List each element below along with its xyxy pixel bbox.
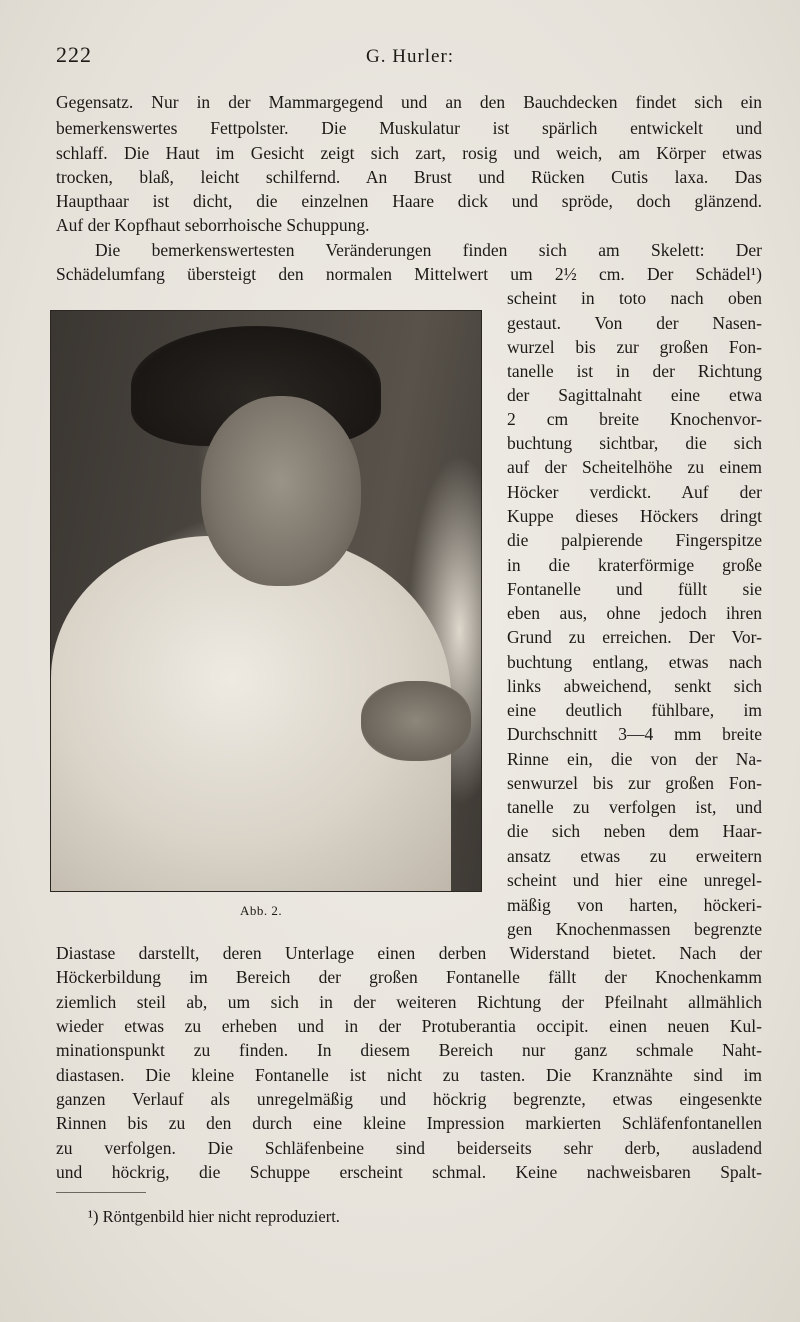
text-line: Diastase darstellt, deren Unterlage einen derben Widerstand bietet. Nach der [56, 943, 762, 963]
running-head-author: G. Hurler: [366, 46, 455, 67]
photo-hand [361, 681, 471, 761]
text-line: eben aus, ohne jedoch ihren [507, 603, 762, 623]
running-head [56, 42, 761, 76]
footnote-rule [56, 1192, 146, 1193]
text-line: minationspunkt zu finden. In diesem Bereich nur ganz schmale Naht- [56, 1040, 762, 1060]
text-line: Rinne ein, die von der Na- [507, 749, 762, 769]
text-line: Grund zu erreichen. Der Vor- [507, 627, 762, 647]
text-line: links abweichend, senkt sich [507, 676, 762, 696]
text-line: Kuppe dieses Höckers dringt [507, 506, 762, 526]
text-line: Höckerbildung im Bereich der großen Fontanelle fällt der Knochenkamm [56, 967, 762, 987]
text-line: Haupthaar ist dicht, die einzelnen Haare dick und spröde, doch glänzend. [56, 191, 762, 211]
page-number: 222 [56, 42, 92, 67]
text-line: Gegensatz. Nur in der Mammargegend und an den Bauchdecken findet sich ein [56, 92, 762, 112]
text-line: ganzen Verlauf als unregelmäßig und höckrig begrenzte, etwas eingesenkte [56, 1089, 762, 1109]
text-line: der Sagittalnaht eine etwa [507, 385, 762, 405]
text-line: Schädelumfang übersteigt den normalen Mittelwert um 2½ cm. Der Schädel¹) [56, 264, 762, 284]
text-line: tanelle ist in der Richtung [507, 361, 762, 381]
text-line: gen Knochenmassen begrenzte [507, 919, 762, 939]
text-line: Die bemerkenswertesten Veränderungen finden sich am Skelett: Der [95, 240, 762, 260]
text-line: tanelle zu verfolgen ist, und [507, 797, 762, 817]
footnote: ¹) Röntgenbild hier nicht reproduziert. [88, 1207, 340, 1226]
text-line: Fontanelle und füllt sie [507, 579, 762, 599]
text-line: die palpierende Fingerspitze [507, 530, 762, 550]
text-line: buchtung entlang, etwas nach [507, 652, 762, 672]
photograph-figure [50, 310, 482, 892]
text-line: ziemlich steil ab, um sich in der weiteren Richtung der Pfeilnaht allmählich [56, 992, 762, 1012]
text-line: buchtung sichtbar, die sich [507, 433, 762, 453]
text-line: zu verfolgen. Die Schläfenbeine sind beiderseits sehr derb, ausladend [56, 1138, 762, 1158]
text-line: senwurzel bis zur großen Fon- [507, 773, 762, 793]
photo-face [201, 396, 361, 586]
text-line: mäßig von harten, höckeri- [507, 895, 762, 915]
text-line: Höcker verdickt. Auf der [507, 482, 762, 502]
text-line: scheint in toto nach oben [507, 288, 762, 308]
text-line: scheint und hier eine unregel- [507, 870, 762, 890]
text-line: die sich neben dem Haar- [507, 821, 762, 841]
text-line: Rinnen bis zu den durch eine kleine Impression markierten Schläfenfontanellen [56, 1113, 762, 1133]
text-line: Durchschnitt 3—4 mm breite [507, 724, 762, 744]
text-line: in die kraterförmige große [507, 555, 762, 575]
text-line: wieder etwas zu erheben und in der Protuberantia occipit. einen neuen Kul- [56, 1016, 762, 1036]
text-line: ansatz etwas zu erweitern [507, 846, 762, 866]
text-line: wurzel bis zur großen Fon- [507, 337, 762, 357]
text-line: gestaut. Von der Nasen- [507, 313, 762, 333]
text-line: eine deutlich fühlbare, im [507, 700, 762, 720]
text-line: diastasen. Die kleine Fontanelle ist nicht zu tasten. Die Kranznähte sind im [56, 1065, 762, 1085]
text-line: 2 cm breite Knochenvor- [507, 409, 762, 429]
text-line: schlaff. Die Haut im Gesicht zeigt sich zart, rosig und weich, am Körper etwas [56, 143, 762, 163]
figure-caption: Abb. 2. [240, 903, 283, 918]
text-line: Auf der Kopfhaut seborrhoische Schuppung. [56, 215, 370, 235]
text-line: auf der Scheitelhöhe zu einem [507, 457, 762, 477]
text-line: trocken, blaß, leicht schilfernd. An Brust und Rücken Cutis laxa. Das [56, 167, 762, 187]
text-line: bemerkenswertes Fettpolster. Die Muskulatur ist spärlich entwickelt und [56, 118, 762, 138]
text-line: und höckrig, die Schuppe erscheint schmal. Keine nachweisbaren Spalt- [56, 1162, 762, 1182]
